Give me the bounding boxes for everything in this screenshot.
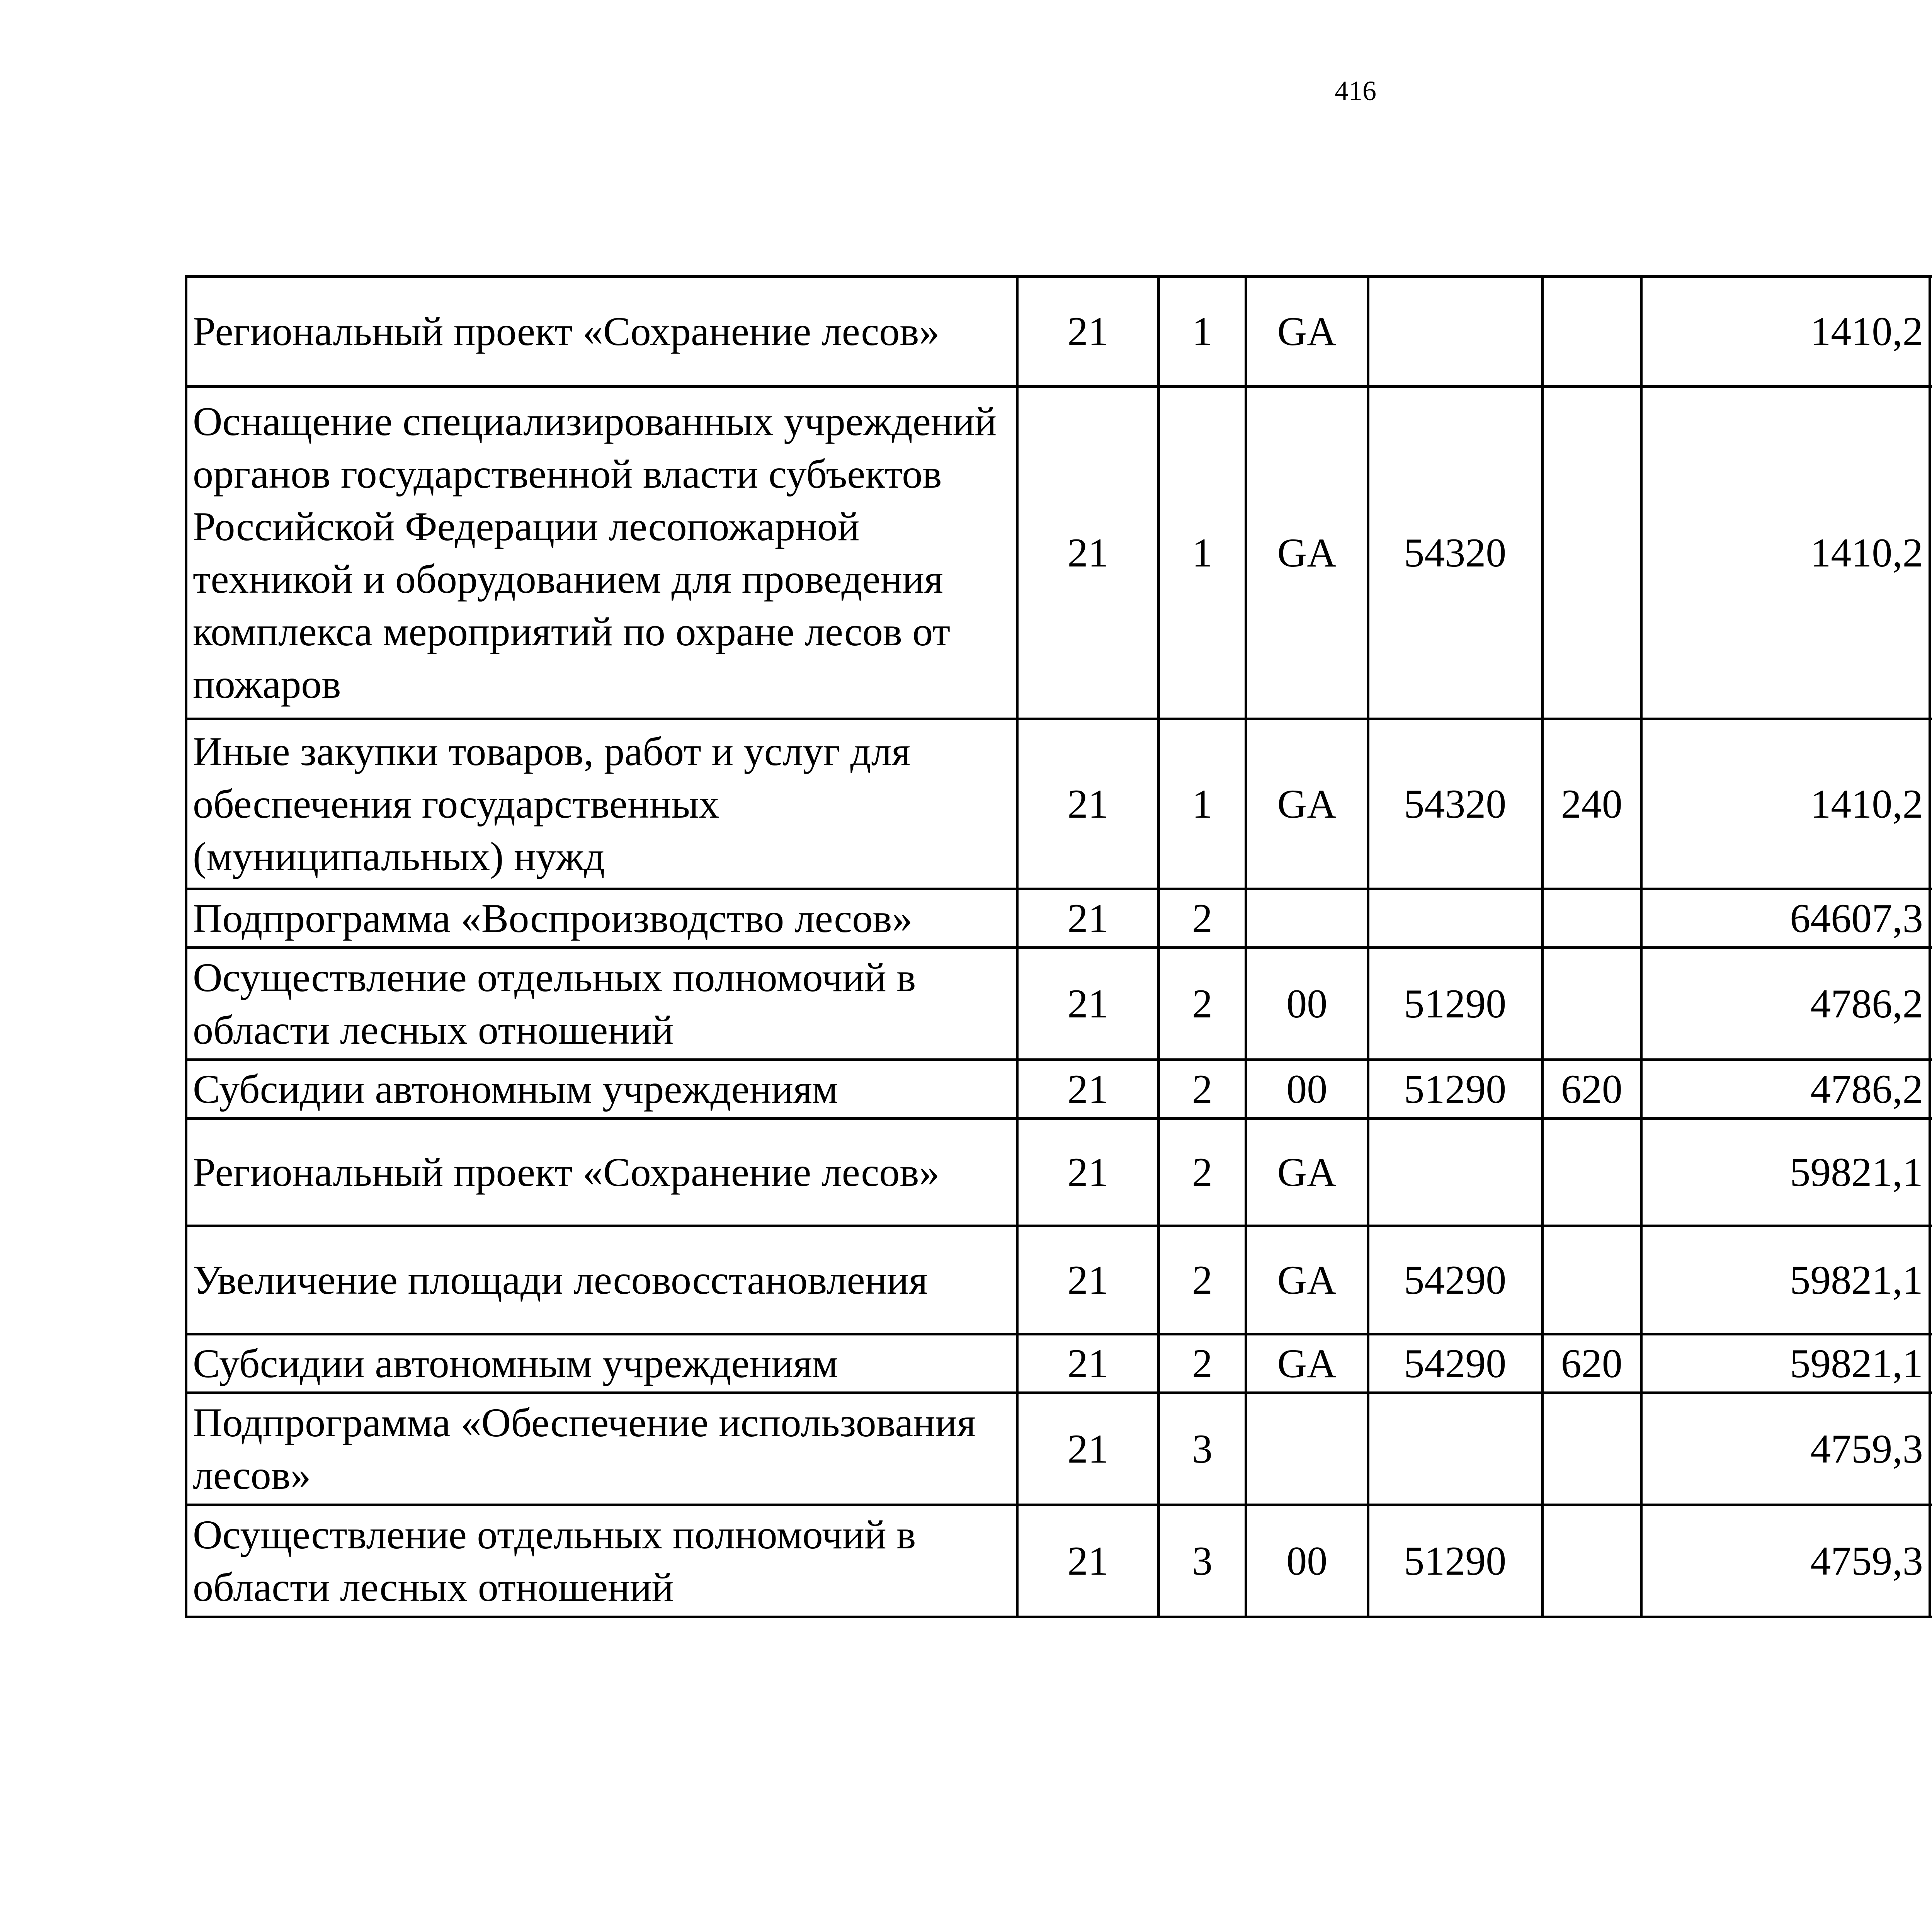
amount-year1-cell: 59821,1: [1641, 1119, 1930, 1226]
rz-cell: 21: [1017, 719, 1159, 889]
row-name-cell: Субсидии автономным учреждениям: [186, 1060, 1017, 1119]
amount-year1-cell: 64607,3: [1641, 889, 1930, 948]
vr-cell: [1542, 889, 1641, 948]
row-name-cell: Оснащение специализированных учреждений органов государственной власти субъектов Российской Федерации лесопожарной техникой и оборудованием для проведения комплекса мероприятий по охране лесов от пожаров: [186, 387, 1017, 719]
amount-year2-cell: [1930, 1334, 1932, 1393]
table-row: [186, 1334, 1932, 1393]
amount-year2-cell: [1930, 1226, 1932, 1334]
code-cell: [1368, 277, 1542, 387]
program-cell: GA: [1246, 1334, 1368, 1393]
program-cell: GA: [1246, 719, 1368, 889]
pr-cell: 1: [1159, 719, 1246, 889]
rz-cell: 21: [1017, 387, 1159, 719]
pr-cell: 3: [1159, 1505, 1246, 1617]
amount-year2-cell: [1930, 387, 1932, 719]
vr-cell: [1542, 1505, 1641, 1617]
program-cell: GA: [1246, 1226, 1368, 1334]
code-cell: 51290: [1368, 1060, 1542, 1119]
vr-cell: [1542, 387, 1641, 719]
rz-cell: 21: [1017, 1060, 1159, 1119]
amount-year2-cell: [1930, 277, 1932, 387]
table-row: [186, 277, 1932, 387]
code-cell: 54320: [1368, 719, 1542, 889]
rz-cell: 21: [1017, 1119, 1159, 1226]
table-row: [186, 948, 1932, 1060]
rz-cell: 21: [1017, 277, 1159, 387]
amount-year2-cell: [1930, 948, 1932, 1060]
row-name-cell: Региональный проект «Сохранение лесов»: [186, 1119, 1017, 1226]
amount-year2-cell: [1930, 1505, 1932, 1617]
table-row: [186, 719, 1932, 889]
amount-year1-cell: 4786,2: [1641, 948, 1930, 1060]
vr-cell: 240: [1542, 719, 1641, 889]
amount-year1-cell: 1410,2: [1641, 719, 1930, 889]
row-name-cell: Осуществление отдельных полномочий в области лесных отношений: [186, 1505, 1017, 1617]
amount-year2-cell: [1930, 1060, 1932, 1119]
program-cell: GA: [1246, 277, 1368, 387]
row-name-cell: Увеличение площади лесовосстановления: [186, 1226, 1017, 1334]
code-cell: 54290: [1368, 1226, 1542, 1334]
table-row: [186, 1060, 1932, 1119]
code-cell: 51290: [1368, 948, 1542, 1060]
amount-year1-cell: 59821,1: [1641, 1226, 1930, 1334]
table-row: [186, 1505, 1932, 1617]
pr-cell: 2: [1159, 1060, 1246, 1119]
vr-cell: [1542, 277, 1641, 387]
amount-year1-cell: 59821,1: [1641, 1334, 1930, 1393]
amount-year1-cell: 4759,3: [1641, 1505, 1930, 1617]
rz-cell: 21: [1017, 1334, 1159, 1393]
code-cell: 54290: [1368, 1334, 1542, 1393]
code-cell: 54320: [1368, 387, 1542, 719]
row-name-cell: Иные закупки товаров, работ и услуг для обеспечения государственных (муниципальных) нужд: [186, 719, 1017, 889]
program-cell: GA: [1246, 387, 1368, 719]
row-name-cell: Осуществление отдельных полномочий в области лесных отношений: [186, 948, 1017, 1060]
pr-cell: 1: [1159, 277, 1246, 387]
amount-year1-cell: 4759,3: [1641, 1393, 1930, 1505]
rz-cell: 21: [1017, 1505, 1159, 1617]
pr-cell: 2: [1159, 1226, 1246, 1334]
program-cell: 00: [1246, 1505, 1368, 1617]
pr-cell: 2: [1159, 889, 1246, 948]
vr-cell: [1542, 1393, 1641, 1505]
program-cell: 00: [1246, 1060, 1368, 1119]
budget-table: [185, 275, 1932, 1618]
page-number: 416: [1335, 75, 1376, 106]
pr-cell: 3: [1159, 1393, 1246, 1505]
rz-cell: 21: [1017, 1226, 1159, 1334]
pr-cell: 2: [1159, 948, 1246, 1060]
program-cell: GA: [1246, 1119, 1368, 1226]
rz-cell: 21: [1017, 948, 1159, 1060]
table-row: [186, 387, 1932, 719]
amount-year2-cell: [1930, 719, 1932, 889]
amount-year2-cell: [1930, 1119, 1932, 1226]
program-cell: 00: [1246, 948, 1368, 1060]
table-row: [186, 889, 1932, 948]
rz-cell: 21: [1017, 1393, 1159, 1505]
amount-year1-cell: 1410,2: [1641, 387, 1930, 719]
program-cell: [1246, 1393, 1368, 1505]
amount-year2-cell: [1930, 1393, 1932, 1505]
amount-year1-cell: 4786,2: [1641, 1060, 1930, 1119]
code-cell: [1368, 1393, 1542, 1505]
vr-cell: [1542, 1226, 1641, 1334]
table-row: [186, 1226, 1932, 1334]
vr-cell: [1542, 948, 1641, 1060]
rz-cell: 21: [1017, 889, 1159, 948]
row-name-cell: Субсидии автономным учреждениям: [186, 1334, 1017, 1393]
vr-cell: 620: [1542, 1334, 1641, 1393]
row-name-cell: Подпрограмма «Воспроизводство лесов»: [186, 889, 1017, 948]
amount-year2-cell: [1930, 889, 1932, 948]
pr-cell: 2: [1159, 1119, 1246, 1226]
pr-cell: 1: [1159, 387, 1246, 719]
row-name-cell: Региональный проект «Сохранение лесов»: [186, 277, 1017, 387]
row-name-cell: Подпрограмма «Обеспечение использования лесов»: [186, 1393, 1017, 1505]
code-cell: 51290: [1368, 1505, 1542, 1617]
vr-cell: 620: [1542, 1060, 1641, 1119]
pr-cell: 2: [1159, 1334, 1246, 1393]
code-cell: [1368, 889, 1542, 948]
vr-cell: [1542, 1119, 1641, 1226]
program-cell: [1246, 889, 1368, 948]
table-row: [186, 1393, 1932, 1505]
table-row: [186, 1119, 1932, 1226]
amount-year1-cell: 1410,2: [1641, 277, 1930, 387]
code-cell: [1368, 1119, 1542, 1226]
